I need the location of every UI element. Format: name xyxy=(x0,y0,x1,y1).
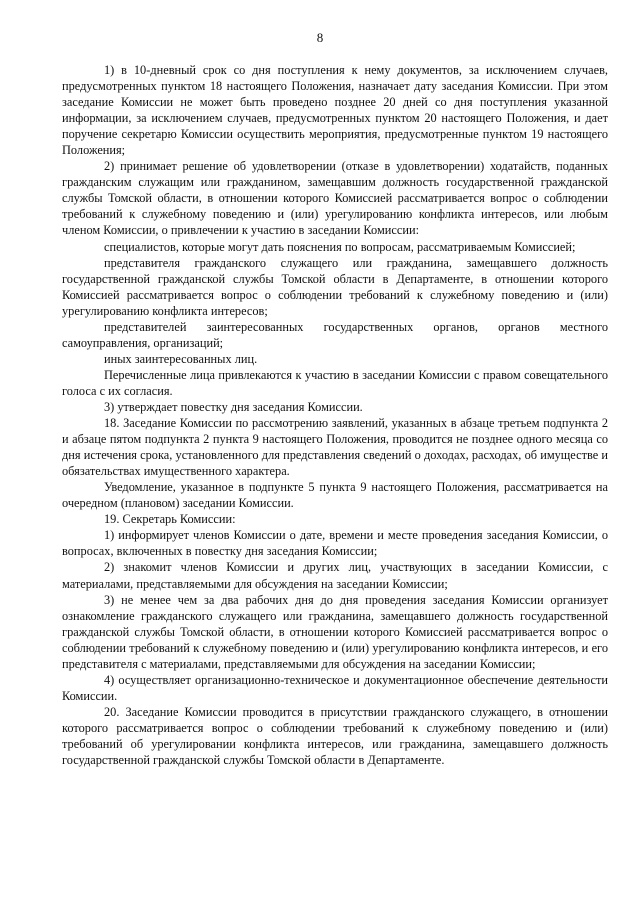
paragraph-3-agenda: 3) утверждает повестку дня заседания Комиссии. xyxy=(104,399,363,414)
paragraph-state-bodies-representatives: представителей заинтересованных государственных органов, органов местного самоуправления, организаций; xyxy=(62,319,608,350)
paragraph-19-2-acquaint-members: 2) знакомит членов Комиссии и других лиц, участвующих в заседании Комиссии, с материалами, представляемыми для обсуждения на заседании Комиссии; xyxy=(62,560,608,591)
paragraph-section-20: 20. Заседание Комиссии проводится в присутствии гражданского служащего, в отношении которого рассматривается вопрос о соблюдении требований к служебному поведению и (или) требований об урегулировании конфликта интересов, или гражданина, замещавшего должность государственной гражданской службы Томской области в Департаменте. xyxy=(62,704,608,768)
paragraph-19-3-organize-review: 3) не менее чем за два рабочих дня до дня проведения заседания Комиссии организует ознакомление гражданского служащего или гражданина, замещавшего должность государственной гражданской службы Томской области, в отношении которого Комиссией рассматривается вопрос о соблюдении требований к служебному поведению и (или) урегулированию конфликта интересов, и его представителя с материалами, представляемыми для обсуждения на заседании Комиссии; xyxy=(62,592,608,671)
paragraph-advisory-vote: Перечисленные лица привлекаются к участию в заседании Комиссии с правом совещательного голоса с их согласия. xyxy=(62,367,608,398)
paragraph-19-4-support: 4) осуществляет организационно-техническое и документационное обеспечение деятельности Комиссии. xyxy=(62,672,608,703)
paragraph-2-petitions-decision: 2) принимает решение об удовлетворении (отказе в удовлетворении) ходатайств, поданных гражданским служащим или гражданином, замещавшим должность государственной гражданской службы Томской области, в отношении которого Комиссией рассматривается вопрос о соблюдении требований к служебному поведению и (или) урегулированию конфликта интересов, или любым членом Комиссии, о привлечении к участию в заседании Комиссии: xyxy=(62,159,608,238)
paragraph-section-18: 18. Заседание Комиссии по рассмотрению заявлений, указанных в абзаце третьем подпункта 2 и абзаце пятом подпункта 2 пункта 9 настоящего Положения, проводится не позднее одного месяца со дня истечения срока, установленного для представления сведений о доходах, расходах, об имуществе и обязательствах имущественного характера. xyxy=(62,416,608,479)
document-body xyxy=(62,62,608,768)
page-number: 8 xyxy=(316,30,324,45)
paragraph-notification: Уведомление, указанное в подпункте 5 пункта 9 настоящего Положения, рассматривается на очередном (плановом) заседании Комиссии. xyxy=(62,480,608,511)
paragraph-other-persons: иных заинтересованных лиц. xyxy=(104,351,258,366)
paragraph-1-date-setting: 1) в 10-дневный срок со дня поступления к нему документов, за исключением случаев, предусмотренных пунктом 18 настоящего Положения, назначает дату заседания Комиссии. При этом заседание Комиссии не может быть проведено позднее 20 дней со дня поступления указанной информации, за исключением случаев, предусмотренных пунктом 20 настоящего Положения, и дает поручение секретарю Комиссии осуществить мероприятия, предусмотренные пунктом 19 настоящего Положения; xyxy=(62,63,608,158)
paragraph-19-1-inform-members: 1) информирует членов Комиссии о дате, времени и месте проведения заседания Комиссии, о вопросах, включенных в повестку дня заседания Комиссии; xyxy=(62,528,608,559)
paragraph-specialists: специалистов, которые могут дать пояснения по вопросам, рассматриваемым Комиссией; xyxy=(104,239,576,254)
paragraph-representative: представителя гражданского служащего или гражданина, замещавшего должность государственной гражданской службы Томской области в Департаменте, в отношении которого Комиссией рассматривается вопрос о соблюдении требований к служебному поведению и (или) урегулированию конфликта интересов; xyxy=(62,255,608,318)
paragraph-section-19-heading: 19. Секретарь Комиссии: xyxy=(104,512,236,527)
